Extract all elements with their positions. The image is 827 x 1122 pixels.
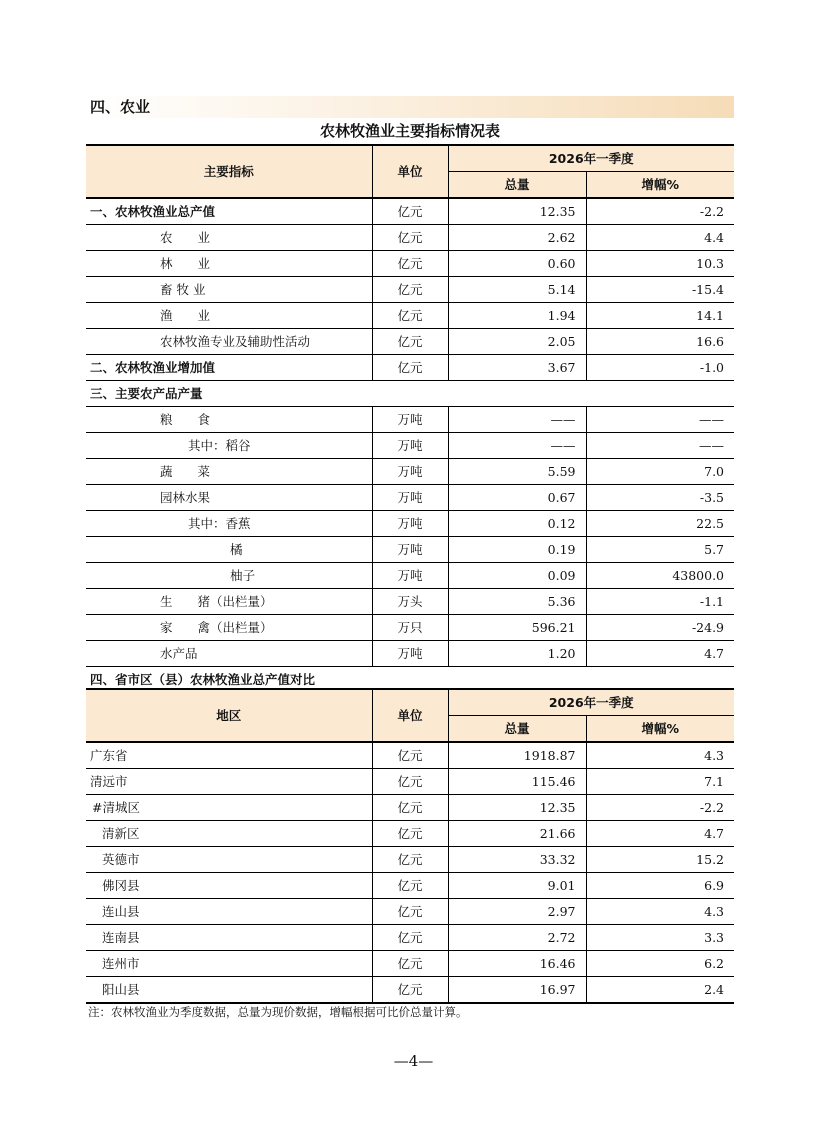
row-label: 农 业 bbox=[86, 225, 372, 251]
row-growth: 15.2 bbox=[586, 847, 734, 873]
row-total: 3.67 bbox=[448, 355, 586, 381]
row-label: 园林水果 bbox=[86, 485, 372, 511]
row-unit: 亿元 bbox=[372, 899, 448, 925]
row-growth: 16.6 bbox=[586, 329, 734, 355]
page-number: —4— bbox=[393, 1052, 434, 1070]
header-region: 地区 bbox=[86, 689, 372, 742]
row-growth: -1.1 bbox=[586, 589, 734, 615]
row-growth: 6.2 bbox=[586, 951, 734, 977]
footnote: 注：农林牧渔业为季度数据，总量为现价数据，增幅根据可比价总量计算。 bbox=[88, 1005, 468, 1019]
row-growth: 6.9 bbox=[586, 873, 734, 899]
row-growth: 7.0 bbox=[586, 459, 734, 485]
row-growth: -15.4 bbox=[586, 277, 734, 303]
table-row bbox=[86, 485, 734, 511]
row-unit: 亿元 bbox=[372, 225, 448, 251]
row-total: 16.46 bbox=[448, 951, 586, 977]
row-label: 三、主要农产品产量 bbox=[86, 381, 734, 407]
row-unit: 亿元 bbox=[372, 951, 448, 977]
region-comparison-table bbox=[86, 688, 734, 1004]
table-row bbox=[86, 251, 734, 277]
row-total: 1.20 bbox=[448, 641, 586, 667]
row-unit: 万头 bbox=[372, 589, 448, 615]
table-row bbox=[86, 407, 734, 433]
table-row bbox=[86, 925, 734, 951]
row-growth: -2.2 bbox=[586, 198, 734, 225]
row-growth: 22.5 bbox=[586, 511, 734, 537]
row-total: 0.60 bbox=[448, 251, 586, 277]
row-label: 橘 bbox=[86, 537, 372, 563]
row-unit: 万吨 bbox=[372, 433, 448, 459]
table-row bbox=[86, 951, 734, 977]
region-label: 连南县 bbox=[86, 925, 372, 951]
row-unit: 亿元 bbox=[372, 977, 448, 1004]
region-label: 连山县 bbox=[86, 899, 372, 925]
row-total: 0.12 bbox=[448, 511, 586, 537]
table-row bbox=[86, 847, 734, 873]
table-row bbox=[86, 873, 734, 899]
row-total: 5.36 bbox=[448, 589, 586, 615]
row-unit: 亿元 bbox=[372, 795, 448, 821]
table-row bbox=[86, 277, 734, 303]
header-period: 2026年一季度 bbox=[448, 145, 734, 172]
row-total: 12.35 bbox=[448, 795, 586, 821]
row-unit: 亿元 bbox=[372, 198, 448, 225]
row-total: 0.09 bbox=[448, 563, 586, 589]
table-row bbox=[86, 381, 734, 407]
row-total: 5.14 bbox=[448, 277, 586, 303]
row-growth: -2.2 bbox=[586, 795, 734, 821]
row-unit: 万吨 bbox=[372, 641, 448, 667]
region-label: 阳山县 bbox=[86, 977, 372, 1004]
row-label: 柚子 bbox=[86, 563, 372, 589]
row-total: —— bbox=[448, 433, 586, 459]
row-unit: 万吨 bbox=[372, 563, 448, 589]
row-growth: 14.1 bbox=[586, 303, 734, 329]
row-unit: 万只 bbox=[372, 615, 448, 641]
table-row bbox=[86, 459, 734, 485]
row-unit: 亿元 bbox=[372, 847, 448, 873]
header-growth: 增幅% bbox=[586, 716, 734, 743]
region-label: 佛冈县 bbox=[86, 873, 372, 899]
table-row bbox=[86, 899, 734, 925]
row-total: 2.05 bbox=[448, 329, 586, 355]
row-unit: 亿元 bbox=[372, 251, 448, 277]
header-total: 总量 bbox=[448, 172, 586, 199]
table-row bbox=[86, 641, 734, 667]
region-label: 清新区 bbox=[86, 821, 372, 847]
table-row bbox=[86, 303, 734, 329]
region-label: 英德市 bbox=[86, 847, 372, 873]
row-unit: 万吨 bbox=[372, 511, 448, 537]
region-label: 连州市 bbox=[86, 951, 372, 977]
row-growth: 4.4 bbox=[586, 225, 734, 251]
row-unit: 亿元 bbox=[372, 329, 448, 355]
row-unit: 万吨 bbox=[372, 485, 448, 511]
row-total: 9.01 bbox=[448, 873, 586, 899]
row-growth: 4.7 bbox=[586, 821, 734, 847]
row-unit: 亿元 bbox=[372, 925, 448, 951]
row-unit: 亿元 bbox=[372, 821, 448, 847]
row-label: 粮 食 bbox=[86, 407, 372, 433]
row-label: 畜 牧 业 bbox=[86, 277, 372, 303]
row-label: 四、省市区（县）农林牧渔业总产值对比 bbox=[86, 667, 734, 693]
table-row bbox=[86, 511, 734, 537]
row-growth: -1.0 bbox=[586, 355, 734, 381]
row-total: 33.32 bbox=[448, 847, 586, 873]
row-total: 1918.87 bbox=[448, 742, 586, 769]
row-total: 2.97 bbox=[448, 899, 586, 925]
row-label: 家 禽（出栏量） bbox=[86, 615, 372, 641]
row-total: 2.72 bbox=[448, 925, 586, 951]
header-unit: 单位 bbox=[372, 145, 448, 198]
table-row bbox=[86, 742, 734, 769]
row-total: 12.35 bbox=[448, 198, 586, 225]
row-total: 2.62 bbox=[448, 225, 586, 251]
table-row bbox=[86, 537, 734, 563]
row-unit: 亿元 bbox=[372, 742, 448, 769]
row-total: 596.21 bbox=[448, 615, 586, 641]
table-row bbox=[86, 225, 734, 251]
row-label: 渔 业 bbox=[86, 303, 372, 329]
row-total: 0.67 bbox=[448, 485, 586, 511]
region-label: 清远市 bbox=[86, 769, 372, 795]
row-label: 林 业 bbox=[86, 251, 372, 277]
region-label: 广东省 bbox=[86, 742, 372, 769]
row-unit: 亿元 bbox=[372, 769, 448, 795]
row-growth: 7.1 bbox=[586, 769, 734, 795]
header-total: 总量 bbox=[448, 716, 586, 743]
table-row bbox=[86, 355, 734, 381]
row-label: 其中：稻谷 bbox=[86, 433, 372, 459]
row-total: 1.94 bbox=[448, 303, 586, 329]
table-row bbox=[86, 198, 734, 225]
row-growth: 2.4 bbox=[586, 977, 734, 1004]
row-label: 农林牧渔专业及辅助性活动 bbox=[86, 329, 372, 355]
row-label: 生 猪（出栏量） bbox=[86, 589, 372, 615]
row-label: 其中：香蕉 bbox=[86, 511, 372, 537]
header-unit: 单位 bbox=[372, 689, 448, 742]
region-label: #清城区 bbox=[86, 795, 372, 821]
row-unit: 亿元 bbox=[372, 873, 448, 899]
row-unit: 亿元 bbox=[372, 355, 448, 381]
row-growth: —— bbox=[586, 407, 734, 433]
indicators-table bbox=[86, 144, 734, 692]
table-row bbox=[86, 769, 734, 795]
section-title: 四、农业 bbox=[90, 98, 151, 116]
row-label: 二、农林牧渔业增加值 bbox=[86, 355, 372, 381]
table-row bbox=[86, 433, 734, 459]
table-row bbox=[86, 329, 734, 355]
header-growth: 增幅% bbox=[586, 172, 734, 199]
table-row bbox=[86, 977, 734, 1004]
header-indicator: 主要指标 bbox=[86, 145, 372, 198]
row-total: 16.97 bbox=[448, 977, 586, 1004]
row-growth: 4.3 bbox=[586, 899, 734, 925]
row-unit: 万吨 bbox=[372, 459, 448, 485]
row-total: 21.66 bbox=[448, 821, 586, 847]
table-row bbox=[86, 589, 734, 615]
row-growth: -3.5 bbox=[586, 485, 734, 511]
table-row bbox=[86, 795, 734, 821]
row-total: —— bbox=[448, 407, 586, 433]
row-unit: 亿元 bbox=[372, 277, 448, 303]
table-row bbox=[86, 563, 734, 589]
row-unit: 亿元 bbox=[372, 303, 448, 329]
row-total: 115.46 bbox=[448, 769, 586, 795]
row-unit: 万吨 bbox=[372, 537, 448, 563]
row-growth: 10.3 bbox=[586, 251, 734, 277]
table-row bbox=[86, 615, 734, 641]
row-growth: 5.7 bbox=[586, 537, 734, 563]
table-title: 农林牧渔业主要指标情况表 bbox=[319, 122, 500, 140]
row-growth: 4.3 bbox=[586, 742, 734, 769]
row-label: 蔬 菜 bbox=[86, 459, 372, 485]
row-label: 一、农林牧渔业总产值 bbox=[86, 198, 372, 225]
row-unit: 万吨 bbox=[372, 407, 448, 433]
row-total: 5.59 bbox=[448, 459, 586, 485]
row-growth: -24.9 bbox=[586, 615, 734, 641]
row-growth: 43800.0 bbox=[586, 563, 734, 589]
row-growth: 3.3 bbox=[586, 925, 734, 951]
row-total: 0.19 bbox=[448, 537, 586, 563]
section-header-bar bbox=[86, 96, 734, 118]
row-growth: 4.7 bbox=[586, 641, 734, 667]
row-label: 水产品 bbox=[86, 641, 372, 667]
header-period: 2026年一季度 bbox=[448, 689, 734, 716]
table-row bbox=[86, 821, 734, 847]
row-growth: —— bbox=[586, 433, 734, 459]
